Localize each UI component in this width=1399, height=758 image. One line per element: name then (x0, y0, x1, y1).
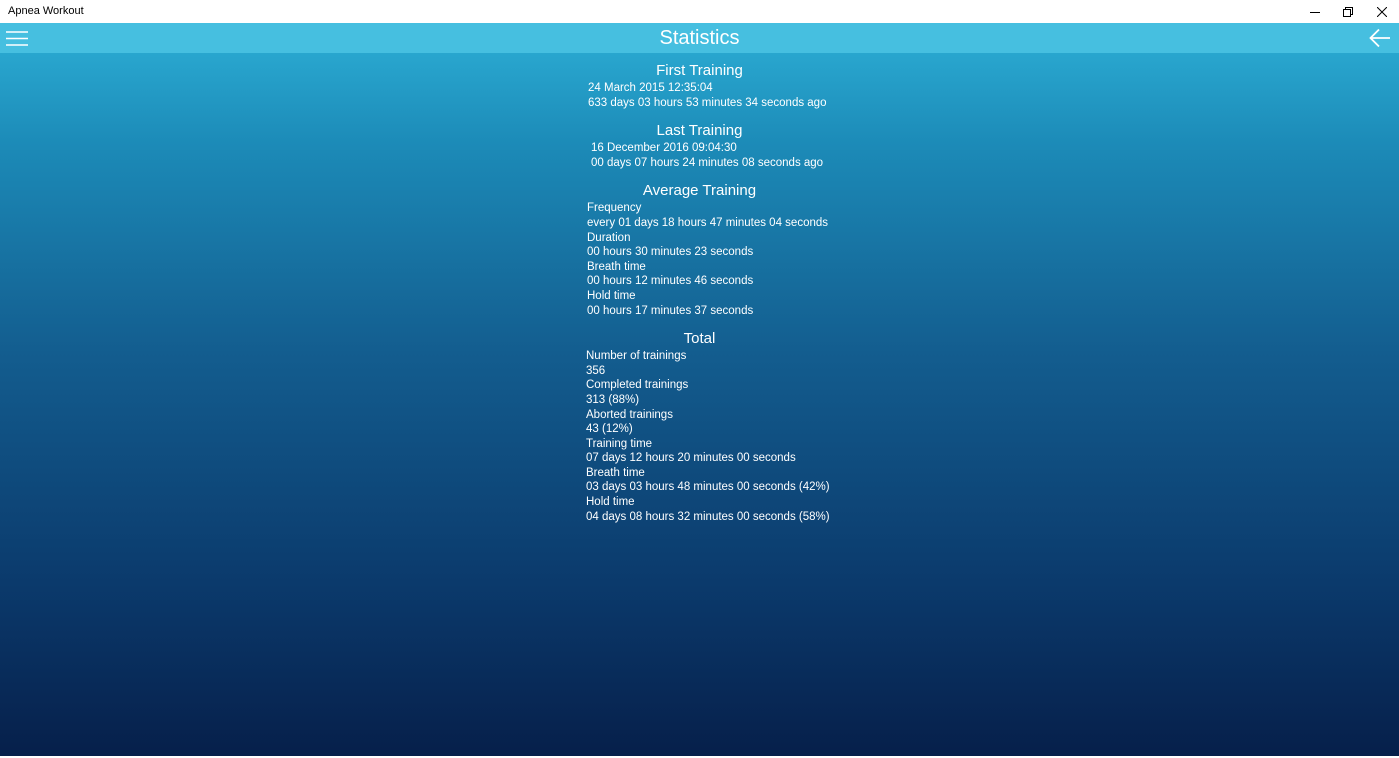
stat-value: 04 days 08 hours 32 minutes 00 seconds (58%) (586, 510, 830, 523)
section-heading: Total (683, 330, 716, 348)
title-bar[interactable] (0, 0, 1399, 23)
last-training-date: 16 December 2016 09:04:30 (591, 142, 737, 155)
minimize-icon (1310, 7, 1320, 17)
restore-button[interactable] (1331, 0, 1365, 23)
statistics-content (0, 58, 1399, 524)
stat-label: Training time (586, 437, 653, 450)
stat-value: 00 hours 17 minutes 37 seconds (587, 304, 754, 317)
stat-value: 00 hours 30 minutes 23 seconds (587, 246, 754, 259)
first-training-ago: 633 days 03 hours 53 minutes 34 seconds ago (588, 96, 827, 109)
section-body (588, 81, 1399, 110)
stat-label: Number of trainings (586, 350, 687, 363)
app-content-area (0, 23, 1399, 758)
stat-value: 356 (586, 364, 606, 377)
minimize-button[interactable] (1298, 0, 1332, 23)
section-heading: Average Training (642, 182, 757, 200)
stat-label: Hold time (586, 496, 635, 509)
back-arrow-icon (1369, 28, 1391, 48)
first-training-section (0, 60, 1399, 110)
stat-label: Breath time (587, 260, 646, 273)
app-header-bar (0, 23, 1399, 53)
window-title: Apnea Workout (8, 5, 84, 17)
section-heading: Last Training (656, 122, 743, 140)
stat-label: Duration (587, 231, 631, 244)
restore-icon (1343, 7, 1353, 17)
stat-label: Aborted trainings (586, 408, 673, 421)
stat-value: 313 (88%) (586, 393, 640, 406)
section-body (587, 201, 1399, 318)
stat-value: every 01 days 18 hours 47 minutes 04 seconds (587, 216, 829, 229)
back-button[interactable] (1369, 28, 1391, 48)
stat-value: 07 days 12 hours 20 minutes 00 seconds (586, 452, 796, 465)
section-body (586, 349, 1399, 524)
last-training-section (0, 120, 1399, 170)
average-training-section (0, 180, 1399, 318)
page-title: Statistics (659, 27, 740, 49)
stat-label: Hold time (587, 289, 636, 302)
stat-value: 43 (12%) (586, 423, 633, 436)
close-button[interactable] (1365, 0, 1399, 23)
stat-value: 03 days 03 hours 48 minutes 00 seconds (42%) (586, 481, 830, 494)
section-body (591, 141, 1399, 170)
last-training-ago: 00 days 07 hours 24 minutes 08 seconds ago (591, 156, 824, 169)
close-icon (1377, 7, 1387, 17)
total-section (0, 328, 1399, 524)
stat-value: 00 hours 12 minutes 46 seconds (587, 275, 754, 288)
stat-label: Completed trainings (586, 379, 689, 392)
first-training-date: 24 March 2015 12:35:04 (588, 82, 713, 94)
stat-label: Frequency (587, 202, 642, 215)
section-heading: First Training (656, 62, 743, 79)
stat-label: Breath time (586, 466, 645, 479)
